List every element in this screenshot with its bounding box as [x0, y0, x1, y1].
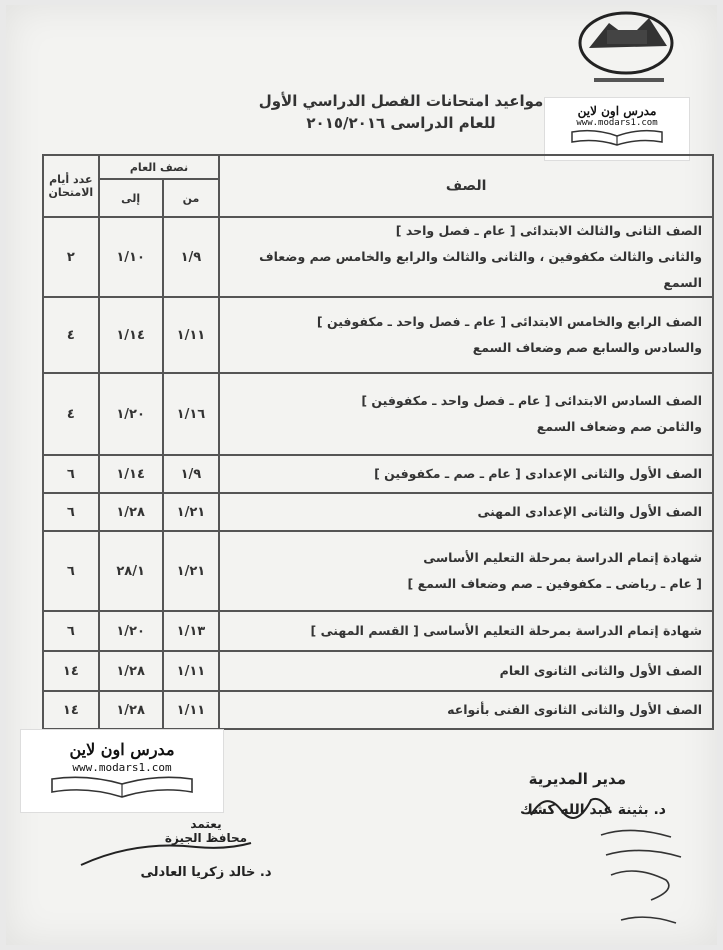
approve-label: يعتمد: [190, 817, 222, 831]
governor-signature-scribble: [76, 835, 256, 875]
days-cell: ٢: [43, 217, 99, 297]
grade-line: الصف الثانى والثالث الابتدائى [ عام ـ فصل واحد ]: [395, 223, 702, 238]
grade-cell: [219, 455, 713, 493]
grade-line: والسادس والسابع صم وضعاف السمع: [472, 340, 702, 355]
days-cell: ٤: [43, 297, 99, 373]
grade-line: شهادة إتمام الدراسة بمرحلة التعليم الأساسى [ القسم المهنى ]: [310, 623, 702, 638]
days-cell: ٦: [43, 531, 99, 611]
grade-cell: [219, 373, 713, 455]
table-row: [43, 691, 713, 729]
from-cell: ١/١١: [163, 297, 220, 373]
watermark-url: www.modars1.com: [72, 761, 172, 774]
table-row: [43, 455, 713, 493]
days-cell: ٦: [43, 493, 99, 531]
header-from: من: [163, 179, 220, 217]
directorate-seal: [569, 8, 684, 88]
book-icon: [567, 128, 667, 146]
to-cell: ٢٨/١: [99, 531, 163, 611]
to-cell: ١/٢٨: [99, 493, 163, 531]
watermark-logo-top: [544, 97, 690, 161]
days-cell: ١٤: [43, 651, 99, 691]
to-cell: ١/١٤: [99, 297, 163, 373]
grade-line: الصف الأول والثانى الثانوى العام: [499, 663, 702, 678]
from-cell: ١/٩: [163, 455, 220, 493]
title-line-1: مواعيد امتحانات الفصل الدراسي الأول: [258, 92, 544, 110]
days-cell: ١٤: [43, 691, 99, 729]
header-mid-year: نصف العام: [99, 155, 220, 179]
header-to: إلى: [99, 179, 163, 217]
director-name: د. بثينة عبد الله كشك: [520, 802, 666, 818]
to-cell: ١/٢٨: [99, 691, 163, 729]
watermark-logo-text: مدرس اون لاين: [69, 740, 175, 759]
table-row: [43, 217, 713, 297]
to-cell: ١/١٠: [99, 217, 163, 297]
grade-line: شهادة إتمام الدراسة بمرحلة التعليم الأساسى: [423, 550, 702, 565]
watermark-logo-bottom: [20, 729, 224, 813]
from-cell: ١/١٦: [163, 373, 220, 455]
grade-cell: [219, 297, 713, 373]
table-row: [43, 531, 713, 611]
grade-line: الصف الرابع والخامس الابتدائى [ عام ـ فصل واحد ـ مكفوفين ]: [316, 314, 702, 329]
watermark-url: www.modars1.com: [576, 118, 658, 128]
days-cell: ٤: [43, 373, 99, 455]
grade-cell: [219, 651, 713, 691]
days-cell: ٦: [43, 455, 99, 493]
grade-line: والثامن صم وضعاف السمع: [536, 419, 702, 434]
days-cell: ٦: [43, 611, 99, 651]
grade-cell: [219, 217, 713, 297]
watermark-logo-text: مدرس اون لاين: [577, 104, 657, 118]
grade-cell: [219, 531, 713, 611]
grade-cell: [219, 691, 713, 729]
handwritten-note-scribble: [591, 825, 691, 935]
grade-line: والثانى والثالث مكفوفين ، والثانى والثالث والرابع والخامس صم وضعاف السمع: [259, 249, 702, 290]
table-row: [43, 297, 713, 373]
director-signature-scribble: [526, 785, 616, 825]
table-row: [43, 651, 713, 691]
header-days-count: عدد أيام الامتحان: [43, 155, 99, 217]
to-cell: ١/١٤: [99, 455, 163, 493]
title-line-2: للعام الدراسى ٢٠١٥/٢٠١٦: [306, 114, 496, 132]
grade-cell: [219, 611, 713, 651]
to-cell: ١/٢٠: [99, 373, 163, 455]
table-row: [43, 493, 713, 531]
grade-cell: [219, 493, 713, 531]
from-cell: ١/١١: [163, 691, 220, 729]
from-cell: ١/٢١: [163, 531, 220, 611]
governor-title: محافظ الجيزة: [164, 831, 248, 845]
from-cell: ١/١١: [163, 651, 220, 691]
from-cell: ١/١٣: [163, 611, 220, 651]
table-row: [43, 611, 713, 651]
director-title: مدير المديرية: [528, 770, 626, 788]
to-cell: ١/٢٨: [99, 651, 163, 691]
from-cell: ١/٩: [163, 217, 220, 297]
document-page: [6, 5, 717, 945]
from-cell: ١/٢١: [163, 493, 220, 531]
exam-schedule-table: [42, 154, 714, 730]
grade-line: الصف الأول والثانى الثانوى الفنى بأنواعه: [447, 702, 702, 717]
to-cell: ١/٢٠: [99, 611, 163, 651]
governor-name: د. خالد زكريا العادلى: [140, 865, 272, 880]
grade-line: الصف الأول والثانى الإعدادى المهنى: [477, 504, 702, 519]
page-title: [256, 90, 546, 134]
grade-line: الصف السادس الابتدائى [ عام ـ فصل واحد ـ مكفوفين ]: [361, 393, 702, 408]
grade-line: الصف الأول والثانى الإعدادى [ عام ـ صم ـ مكفوفين ]: [374, 466, 702, 481]
grade-line: [ عام ـ رياضى ـ مكفوفين ـ صم وضعاف السمع ]: [407, 576, 702, 591]
table-row: [43, 373, 713, 455]
book-icon: [47, 774, 197, 798]
header-grade: الصف: [219, 155, 713, 217]
